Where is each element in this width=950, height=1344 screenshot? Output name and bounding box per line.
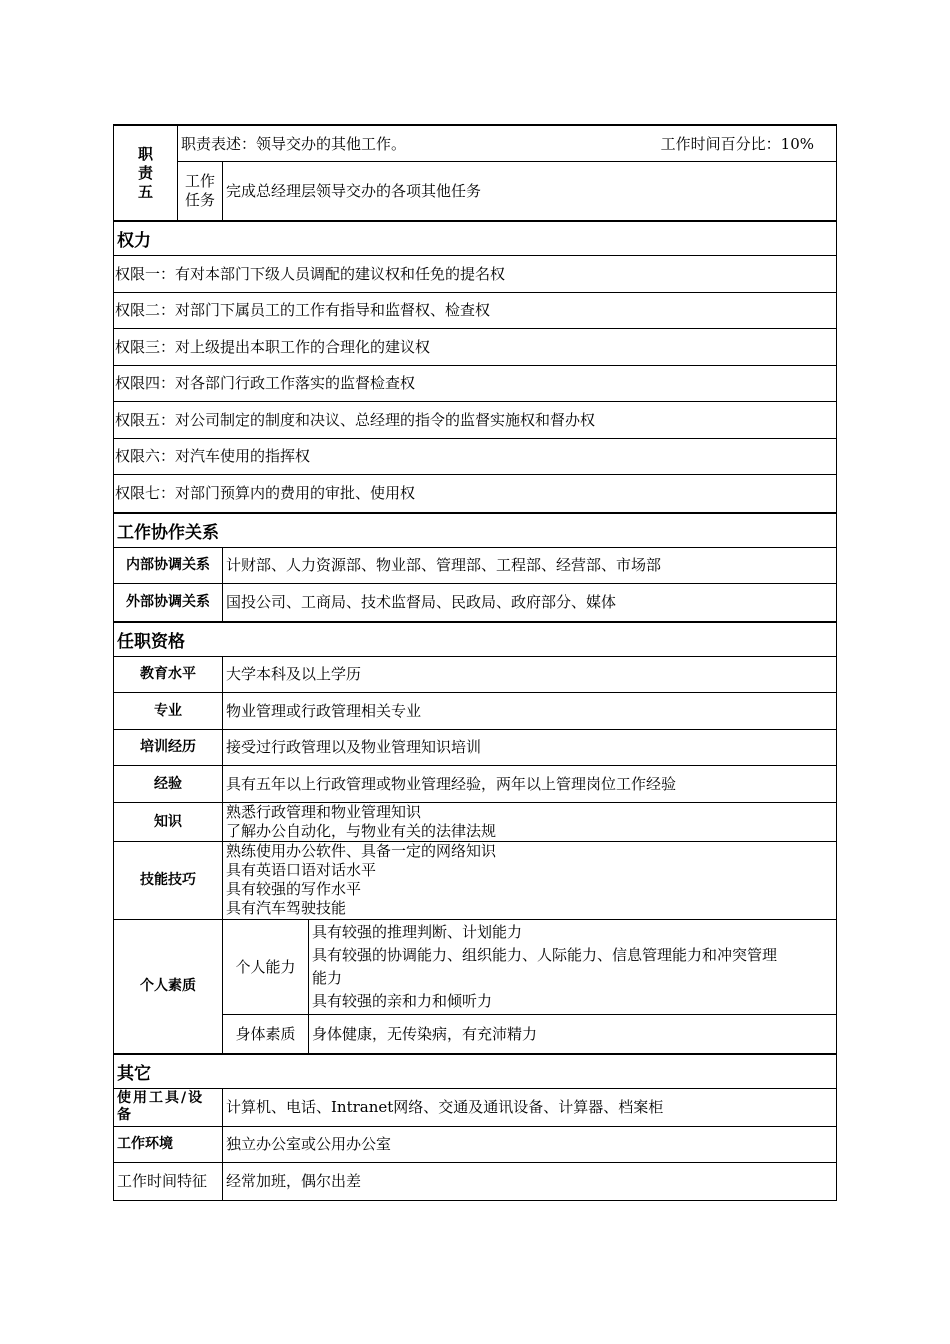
internal-relations-value: 计财部、人力资源部、物业部、管理部、工程部、经营部、市场部: [226, 556, 662, 575]
skills-line-4: 具有汽车驾驶技能: [226, 899, 347, 917]
skills-line-1: 熟练使用办公软件、具备一定的网络知识: [226, 842, 497, 860]
qualifications-section: [113, 621, 837, 1053]
work-time-label: 工作时间特征: [114, 1163, 223, 1200]
external-relations-value: 国投公司、工商局、技术监督局、民政局、政府部分、媒体: [226, 593, 617, 612]
major-value: 物业管理或行政管理相关专业: [226, 701, 422, 720]
authority-item-4: 权限四：对各部门行政工作落实的监督检查权: [115, 374, 416, 393]
knowledge-line-2: 了解办公自动化，与物业有关的法律法规: [226, 821, 497, 840]
authority-section: [113, 220, 837, 512]
work-time-value: 经常加班，偶尔出差: [226, 1172, 362, 1191]
physical-label: 身体素质: [223, 1015, 309, 1053]
experience-value: 具有五年以上行政管理或物业管理经验，两年以上管理岗位工作经验: [226, 774, 677, 793]
duty-5-task: 完成总经理层领导交办的各项其他任务: [226, 182, 482, 200]
ability-line-2: 具有较强的协调能力、组织能力、人际能力、信息管理能力和冲突管理: [312, 945, 778, 964]
tools-label: [114, 1089, 223, 1126]
duty-5-task-label-line-2: 任务: [184, 191, 215, 209]
education-label: 教育水平: [114, 657, 223, 693]
external-relations-label: 外部协调关系: [114, 584, 223, 621]
knowledge-line-1: 熟悉行政管理和物业管理知识: [226, 802, 422, 821]
authority-item-7: 权限七：对部门预算内的费用的审批、使用权: [115, 484, 416, 503]
authority-title: 权力: [114, 220, 836, 256]
tools-value: 计算机、电话、Intranet网络、交通及通讯设备、计算器、档案柜: [226, 1098, 664, 1116]
internal-relations-label: 内部协调关系: [114, 548, 223, 584]
duty-5-task-label-line-1: 工作: [184, 172, 215, 190]
duty-5-label-char-1: 职: [137, 144, 153, 163]
skills-label: 技能技巧: [114, 842, 223, 919]
duty-5-label-char-3: 五: [137, 182, 153, 201]
qualifications-title: 任职资格: [114, 621, 836, 657]
relations-section: [113, 512, 837, 621]
personal-quality-label: 个人素质: [114, 920, 223, 1053]
duty-5-description: 职责表述：领导交办的其他工作。: [181, 134, 407, 153]
duty-5-label-char-2: 责: [137, 163, 153, 182]
major-label: 专业: [114, 693, 223, 729]
training-value: 接受过行政管理以及物业管理知识培训: [226, 738, 482, 757]
relations-title: 工作协作关系: [114, 512, 836, 548]
tools-label-line-2: 备: [117, 1107, 133, 1123]
physical-value: 身体健康，无传染病，有充沛精力: [312, 1024, 538, 1043]
skills-value: [223, 842, 836, 919]
authority-item-1: 权限一：有对本部门下级人员调配的建议权和任免的提名权: [115, 264, 506, 283]
duty-5-time-percent: 工作时间百分比：10%: [660, 134, 814, 153]
authority-item-6: 权限六：对汽车使用的指挥权: [115, 447, 311, 466]
ability-line-1: 具有较强的推理判断、计划能力: [312, 922, 523, 941]
experience-label: 经验: [114, 766, 223, 802]
environment-label: 工作环境: [114, 1127, 223, 1163]
job-description-table: [113, 124, 837, 1201]
skills-line-3: 具有较强的写作水平: [226, 880, 362, 898]
ability-value: [309, 920, 836, 1014]
training-label: 培训经历: [114, 730, 223, 766]
tools-label-line-1: 使用工具/设: [117, 1090, 205, 1106]
knowledge-label: 知识: [114, 803, 223, 841]
duty-5-section: [113, 124, 837, 220]
duty-5-label: [114, 126, 178, 220]
duty-5-task-label: [178, 162, 223, 220]
ability-label: 个人能力: [223, 920, 309, 1014]
authority-item-5: 权限五：对公司制定的制度和决议、总经理的指令的监督实施权和督办权: [115, 410, 596, 429]
authority-item-2: 权限二：对部门下属员工的工作有指导和监督权、检查权: [115, 301, 491, 320]
education-value: 大学本科及以上学历: [226, 665, 362, 684]
knowledge-value: [223, 803, 836, 841]
ability-line-3: 能力: [312, 968, 343, 987]
authority-item-3: 权限三：对上级提出本职工作的合理化的建议权: [115, 337, 431, 356]
environment-value: 独立办公室或公用办公室: [226, 1135, 392, 1154]
skills-line-2: 具有英语口语对话水平: [226, 861, 377, 879]
other-section: [113, 1053, 837, 1201]
ability-line-4: 具有较强的亲和力和倾听力: [312, 991, 493, 1010]
other-title: 其它: [114, 1053, 836, 1089]
